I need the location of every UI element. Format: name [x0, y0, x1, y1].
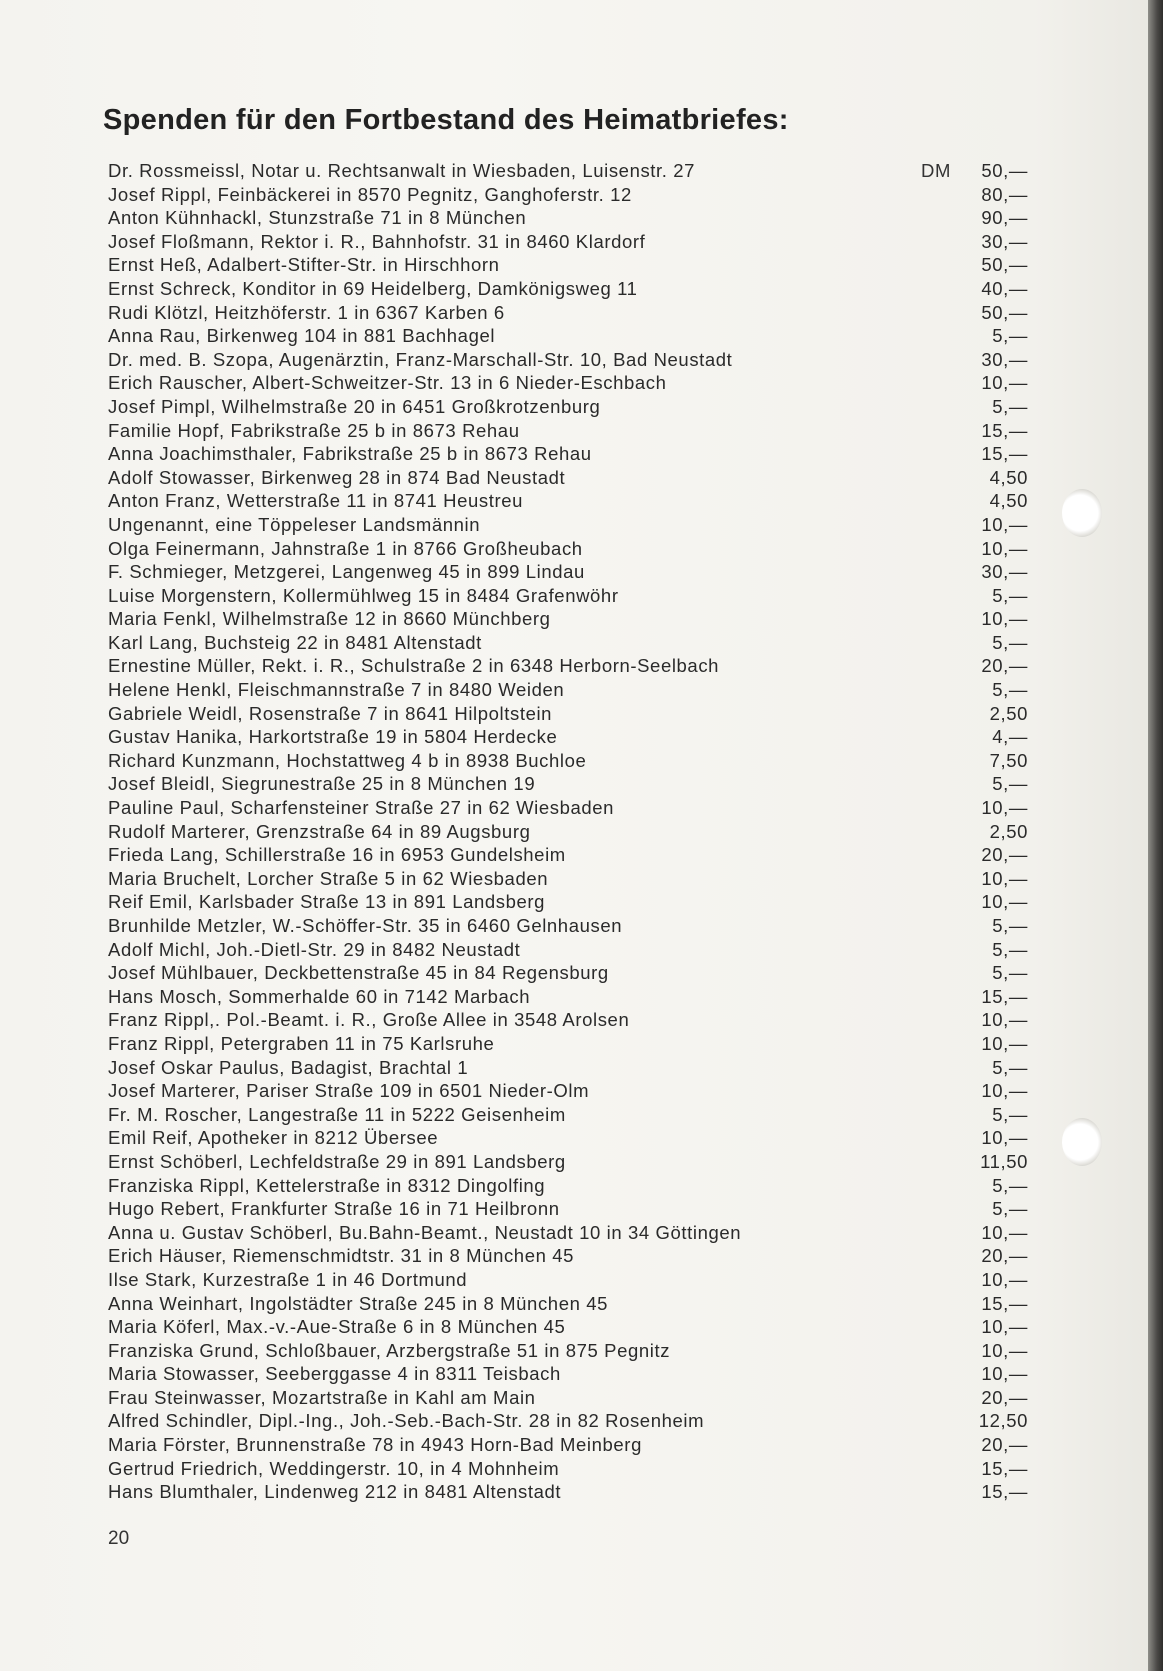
donation-row: [108, 820, 1028, 844]
donation-list: [108, 159, 1028, 1504]
donation-amount: 15,—: [981, 419, 1028, 441]
donor-entry: Frieda Lang, Schillerstraße 16 in 6953 Gundelsheim: [108, 844, 566, 866]
donor-entry: Erich Häuser, Riemenschmidtstr. 31 in 8 München 45: [108, 1245, 574, 1267]
donor-entry: Franz Rippl, Petergraben 11 in 75 Karlsruhe: [108, 1032, 495, 1054]
donation-row: [108, 607, 1028, 631]
donation-amount: 5,—: [992, 631, 1028, 653]
donation-row: [108, 1103, 1028, 1127]
donation-row: [108, 419, 1028, 443]
currency-label: DM: [921, 160, 951, 181]
donor-entry: Pauline Paul, Scharfensteiner Straße 27 in 62 Wiesbaden: [108, 797, 615, 819]
donor-entry: F. Schmieger, Metzgerei, Langenweg 45 in 899 Lindau: [108, 561, 585, 583]
donation-amount: 5,—: [992, 1198, 1028, 1220]
donation-row: [108, 702, 1028, 726]
donation-amount: 30,—: [981, 230, 1028, 252]
donor-entry: Josef Mühlbauer, Deckbettenstraße 45 in 84 Regensburg: [108, 962, 609, 984]
donation-amount: 10,—: [981, 1268, 1028, 1290]
donation-row: [108, 1457, 1028, 1481]
donor-entry: Maria Bruchelt, Lorcher Straße 5 in 62 Wiesbaden: [108, 867, 549, 889]
donation-row: [108, 183, 1028, 207]
donation-row: [108, 631, 1028, 655]
donor-entry: Frau Steinwasser, Mozartstraße in Kahl am Main: [108, 1386, 536, 1408]
donation-amount: 20,—: [981, 1434, 1028, 1456]
donation-amount: 10,—: [981, 867, 1028, 889]
donation-amount: 10,—: [981, 1363, 1028, 1385]
donor-entry: Olga Feinermann, Jahnstraße 1 in 8766 Großheubach: [108, 537, 583, 559]
donation-row: [108, 749, 1028, 773]
donor-entry: Franz Rippl,. Pol.-Beamt. i. R., Große Allee in 3548 Arolsen: [108, 1009, 630, 1031]
donor-entry: Anton Kühnhackl, Stunzstraße 71 in 8 München: [108, 207, 527, 229]
donation-row: [108, 277, 1028, 301]
donation-row: [108, 1315, 1028, 1339]
donation-amount: 10,—: [981, 797, 1028, 819]
donor-entry: Anna Rau, Birkenweg 104 in 881 Bachhagel: [108, 325, 496, 347]
donor-entry: Maria Köferl, Max.-v.-Aue-Straße 6 in 8 München 45: [108, 1316, 566, 1338]
donation-amount: 7,50: [989, 749, 1028, 771]
donation-amount: 10,—: [981, 537, 1028, 559]
punch-hole-lower: [1062, 1118, 1102, 1166]
donor-entry: Helene Henkl, Fleischmannstraße 7 in 8480 Weiden: [108, 679, 565, 701]
donation-amount: 4,—: [992, 726, 1028, 748]
donation-row: [108, 1008, 1028, 1032]
donation-amount: 20,—: [981, 1386, 1028, 1408]
donor-entry: Ernst Schreck, Konditor in 69 Heidelberg, Damkönigsweg 11: [108, 277, 638, 299]
donation-amount: 30,—: [981, 348, 1028, 370]
donation-row: [108, 678, 1028, 702]
donation-row: [108, 159, 1028, 183]
donation-amount: 20,—: [981, 1245, 1028, 1267]
donation-row: [108, 301, 1028, 325]
donation-amount: 5,—: [992, 395, 1028, 417]
donation-amount: 80,—: [981, 183, 1028, 205]
donation-row: [108, 1362, 1028, 1386]
donation-row: [108, 1292, 1028, 1316]
donor-entry: Gabriele Weidl, Rosenstraße 7 in 8641 Hilpoltstein: [108, 702, 553, 724]
donation-row: [108, 348, 1028, 372]
donor-entry: Franziska Rippl, Kettelerstraße in 8312 Dingolfing: [108, 1174, 546, 1196]
donation-amount: 4,50: [989, 466, 1028, 488]
donor-entry: Rudi Klötzl, Heitzhöferstr. 1 in 6367 Karben 6: [108, 301, 505, 323]
donation-amount: 10,—: [981, 513, 1028, 535]
donation-amount: 50,—: [981, 254, 1028, 276]
donation-row: [108, 1386, 1028, 1410]
donation-amount: 11,50: [980, 1150, 1028, 1172]
donation-row: [108, 1150, 1028, 1174]
donation-amount: 10,—: [981, 1221, 1028, 1243]
donor-entry: Maria Fenkl, Wilhelmstraße 12 in 8660 Münchberg: [108, 608, 551, 630]
donation-row: [108, 938, 1028, 962]
donation-row: [108, 513, 1028, 537]
donation-row: [108, 1268, 1028, 1292]
donation-amount: 2,50: [989, 702, 1028, 724]
donation-row: [108, 1056, 1028, 1080]
donation-amount: 10,—: [981, 1127, 1028, 1149]
donation-row: [108, 1126, 1028, 1150]
donation-amount: 10,—: [981, 372, 1028, 394]
donation-amount: 10,—: [981, 1339, 1028, 1361]
page-number: 20: [108, 1528, 130, 1549]
donor-entry: Josef Oskar Paulus, Badagist, Brachtal 1: [108, 1056, 469, 1078]
donor-entry: Ernst Heß, Adalbert-Stifter-Str. in Hirschhorn: [108, 254, 500, 276]
donor-entry: Ungenannt, eine Töppeleser Landsmännin: [108, 513, 481, 535]
donation-row: [108, 371, 1028, 395]
donation-row: [108, 725, 1028, 749]
donation-row: [108, 584, 1028, 608]
donation-row: [108, 230, 1028, 254]
donation-amount: 2,50: [989, 820, 1028, 842]
donation-row: [108, 1433, 1028, 1457]
donation-amount: 15,—: [981, 1457, 1028, 1479]
donation-row: [108, 985, 1028, 1009]
donation-amount: 10,—: [981, 1032, 1028, 1054]
donation-row: [108, 1079, 1028, 1103]
donation-amount: 10,—: [981, 1080, 1028, 1102]
donor-entry: Brunhilde Metzler, W.-Schöffer-Str. 35 in 6460 Gelnhausen: [108, 915, 623, 936]
donation-row: [108, 206, 1028, 230]
donor-entry: Maria Stowasser, Seeberggasse 4 in 8311 Teisbach: [108, 1363, 561, 1385]
donor-entry: Maria Förster, Brunnenstraße 78 in 4943 Horn-Bad Meinberg: [108, 1434, 642, 1456]
donor-entry: Gertrud Friedrich, Weddingerstr. 10, in 4 Mohnheim: [108, 1457, 560, 1479]
donation-amount: 5,—: [992, 325, 1028, 347]
donor-entry: Adolf Michl, Joh.-Dietl-Str. 29 in 8482 Neustadt: [108, 938, 521, 960]
donor-entry: Erich Rauscher, Albert-Schweitzer-Str. 13 in 6 Nieder-Eschbach: [108, 372, 667, 394]
donation-row: [108, 1221, 1028, 1245]
donation-amount: 5,—: [992, 1056, 1028, 1078]
donor-entry: Ernestine Müller, Rekt. i. R., Schulstraße 2 in 6348 Herborn-Seelbach: [108, 655, 720, 677]
donation-row: [108, 890, 1028, 914]
donor-entry: Ilse Stark, Kurzestraße 1 in 46 Dortmund: [108, 1268, 468, 1290]
donor-entry: Fr. M. Roscher, Langestraße 11 in 5222 Geisenheim: [108, 1103, 566, 1125]
donor-entry: Josef Rippl, Feinbäckerei in 8570 Pegnitz, Ganghoferstr. 12: [108, 183, 632, 205]
donor-entry: Reif Emil, Karlsbader Straße 13 in 891 Landsberg: [108, 891, 546, 913]
donation-amount: 5,—: [992, 1103, 1028, 1125]
donor-entry: Hugo Rebert, Frankfurter Straße 16 in 71 Heilbronn: [108, 1198, 560, 1220]
donor-entry: Anna Weinhart, Ingolstädter Straße 245 in 8 München 45: [108, 1292, 608, 1314]
donor-entry: Adolf Stowasser, Birkenweg 28 in 874 Bad Neustadt: [108, 466, 566, 488]
donation-row: [108, 867, 1028, 891]
donation-amount: 10,—: [981, 1316, 1028, 1338]
donation-row: [108, 560, 1028, 584]
donation-amount: 50,—: [981, 160, 1028, 181]
donor-entry: Dr. Rossmeissl, Notar u. Rechtsanwalt in Wiesbaden, Luisenstr. 27: [108, 160, 696, 181]
donation-row: [108, 772, 1028, 796]
donor-entry: Rudolf Marterer, Grenzstraße 64 in 89 Augsburg: [108, 820, 531, 842]
donation-amount: 15,—: [981, 1292, 1028, 1314]
donation-amount: 5,—: [992, 1174, 1028, 1196]
donor-entry: Richard Kunzmann, Hochstattweg 4 b in 8938 Buchloe: [108, 749, 587, 771]
donation-row: [108, 442, 1028, 466]
donation-amount: 10,—: [981, 608, 1028, 630]
donation-row: [108, 537, 1028, 561]
donation-row: [108, 796, 1028, 820]
donation-amount: 10,—: [981, 1009, 1028, 1031]
donor-entry: Josef Pimpl, Wilhelmstraße 20 in 6451 Großkrotzenburg: [108, 395, 601, 417]
donor-entry: Emil Reif, Apotheker in 8212 Übersee: [108, 1127, 439, 1149]
donation-row: [108, 843, 1028, 867]
donor-entry: Anna Joachimsthaler, Fabrikstraße 25 b in 8673 Rehau: [108, 443, 592, 465]
donor-entry: Josef Floßmann, Rektor i. R., Bahnhofstr. 31 in 8460 Klardorf: [108, 230, 646, 252]
donor-entry: Josef Marterer, Pariser Straße 109 in 6501 Nieder-Olm: [108, 1080, 590, 1102]
donation-row: [108, 395, 1028, 419]
donation-row: [108, 961, 1028, 985]
donor-entry: Hans Mosch, Sommerhalde 60 in 7142 Marbach: [108, 985, 531, 1007]
donation-amount: 5,—: [992, 962, 1028, 984]
donation-row: [108, 1032, 1028, 1056]
donor-entry: Anton Franz, Wetterstraße 11 in 8741 Heustreu: [108, 490, 524, 512]
donation-row: [108, 1339, 1028, 1363]
donation-row: [108, 1197, 1028, 1221]
donation-amount: 12,50: [978, 1410, 1028, 1432]
donation-amount: 20,—: [981, 655, 1028, 677]
donor-entry: Familie Hopf, Fabrikstraße 25 b in 8673 Rehau: [108, 419, 520, 441]
donation-row: [108, 324, 1028, 348]
donor-entry: Luise Morgenstern, Kollermühlweg 15 in 8484 Grafenwöhr: [108, 584, 619, 606]
donor-entry: Ernst Schöberl, Lechfeldstraße 29 in 891 Landsberg: [108, 1150, 566, 1172]
donation-amount: 5,—: [992, 679, 1028, 701]
donation-amount: 5,—: [992, 938, 1028, 960]
donation-amount: 50,—: [981, 301, 1028, 323]
donor-entry: Gustav Hanika, Harkortstraße 19 in 5804 Herdecke: [108, 726, 558, 748]
donation-amount: 15,—: [981, 985, 1028, 1007]
donation-row: [108, 1244, 1028, 1268]
page-heading: Spenden für den Fortbestand des Heimatbriefes:: [103, 104, 789, 136]
donation-row: [108, 253, 1028, 277]
donation-row: [108, 1480, 1028, 1504]
donor-entry: Hans Blumthaler, Lindenweg 212 in 8481 Altenstadt: [108, 1481, 562, 1503]
donation-amount: 10,—: [981, 891, 1028, 913]
donation-row: [108, 654, 1028, 678]
page-edge: [1148, 0, 1163, 1671]
donation-row: [108, 466, 1028, 490]
donation-amount: 5,—: [992, 915, 1028, 936]
donation-amount: 40,—: [981, 277, 1028, 299]
donation-amount: 4,50: [989, 490, 1028, 512]
punch-hole-upper: [1062, 489, 1102, 537]
donor-entry: Josef Bleidl, Siegrunestraße 25 in 8 München 19: [108, 773, 536, 795]
donor-entry: Dr. med. B. Szopa, Augenärztin, Franz-Marschall-Str. 10, Bad Neustadt: [108, 348, 733, 370]
donation-amount: 5,—: [992, 584, 1028, 606]
donation-amount: 20,—: [981, 844, 1028, 866]
donation-row: [108, 489, 1028, 513]
donation-row: [108, 914, 1028, 938]
donation-amount: 30,—: [981, 561, 1028, 583]
donation-row: [108, 1174, 1028, 1198]
donation-amount: 5,—: [992, 773, 1028, 795]
donor-entry: Franziska Grund, Schloßbauer, Arzbergstraße 51 in 875 Pegnitz: [108, 1339, 671, 1361]
donation-amount: 15,—: [981, 1481, 1028, 1503]
donation-amount: 15,—: [981, 443, 1028, 465]
donor-entry: Alfred Schindler, Dipl.-Ing., Joh.-Seb.-Bach-Str. 28 in 82 Rosenheim: [108, 1410, 705, 1432]
donation-row: [108, 1409, 1028, 1433]
donor-entry: Karl Lang, Buchsteig 22 in 8481 Altenstadt: [108, 631, 482, 653]
donor-entry: Anna u. Gustav Schöberl, Bu.Bahn-Beamt., Neustadt 10 in 34 Göttingen: [108, 1221, 742, 1243]
donation-amount: 90,—: [981, 207, 1028, 229]
